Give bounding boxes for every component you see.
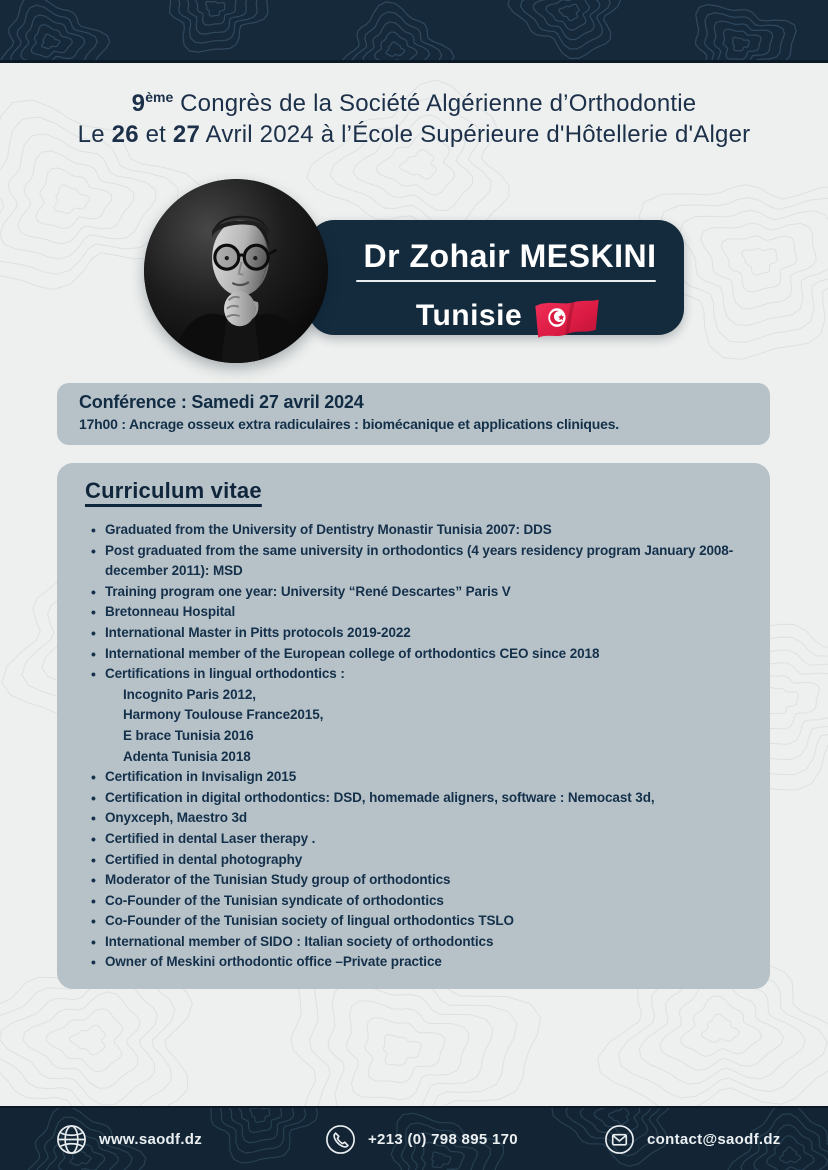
cv-item-text: Certified in dental photography	[105, 851, 303, 867]
cv-item	[105, 808, 744, 829]
top-decor-band	[0, 0, 828, 63]
footer-bar	[0, 1106, 828, 1170]
conference-panel	[57, 383, 770, 445]
cv-subitem-text: Incognito Paris 2012,	[123, 686, 256, 702]
conference-detail: 17h00 : Ancrage osseux extra radiculaires : biomécanique et applications cliniques.	[79, 416, 619, 432]
cv-item	[105, 891, 744, 912]
footer-email-text: contact@saodf.dz	[647, 1130, 781, 1148]
topographic-pattern-icon	[0, 0, 828, 60]
subtitle-text: Avril 2024 à l’École Supérieure d'Hôtellerie d'Alger	[200, 121, 751, 148]
cv-item-text: Graduated from the University of Dentistry Monastir Tunisia 2007: DDS	[105, 522, 552, 537]
mail-icon	[603, 1123, 636, 1156]
cv-item	[105, 582, 744, 603]
cv-item	[105, 932, 744, 953]
cv-item-text: Post graduated from the same university in orthodontics (4 years residency program January 2008-december 2011): MSD	[105, 542, 734, 579]
cv-item-text: Certified in dental Laser therapy .	[105, 830, 316, 846]
phone-icon	[324, 1123, 357, 1156]
cv-item	[105, 850, 744, 871]
cv-item-text: Owner of Meskini orthodontic office –Private practice	[105, 954, 442, 970]
speaker-country: Tunisie	[415, 299, 523, 332]
speaker-name: Dr Zohair MESKINI	[363, 238, 657, 274]
cv-panel	[57, 463, 770, 989]
cv-item-text: Certification in digital orthodontics: DSD, homemade aligners, software : Nemocast 3d,	[105, 789, 655, 805]
globe-icon	[55, 1123, 88, 1156]
date-27: 27	[172, 121, 201, 148]
speaker-name-card	[308, 220, 684, 335]
cv-item	[105, 644, 744, 665]
cv-item-text: Bretonneau Hospital	[105, 604, 236, 620]
cv-subitem-text: Adenta Tunisia 2018	[123, 748, 251, 764]
subtitle-text: et	[138, 121, 173, 148]
cv-item-text: International member of SIDO : Italian society of orthodontics	[105, 933, 494, 949]
cv-item	[105, 870, 744, 891]
footer-email[interactable]	[603, 1108, 781, 1170]
footer-phone[interactable]	[324, 1108, 518, 1170]
congress-number-suffix: ème	[145, 89, 174, 105]
congress-title-block	[0, 82, 828, 150]
cv-item	[105, 664, 744, 767]
name-divider	[356, 280, 656, 282]
cv-subitem-text: E brace Tunisia 2016	[123, 727, 254, 743]
cv-item	[105, 520, 744, 541]
footer-website[interactable]	[55, 1108, 202, 1170]
cv-item-text: Certifications in lingual orthodontics :	[105, 666, 345, 682]
cv-item-text: Certification in Invisalign 2015	[105, 769, 297, 785]
cv-item	[105, 911, 744, 932]
cv-item	[105, 602, 744, 623]
tunisia-flag-icon	[530, 296, 604, 342]
cv-item	[105, 541, 744, 582]
cv-item	[105, 829, 744, 850]
speaker-country-row	[352, 290, 668, 342]
speaker-photo	[144, 179, 328, 363]
footer-phone-text: +213 (0) 798 895 170	[368, 1130, 518, 1148]
cv-item-text: Co-Founder of the Tunisian syndicate of orthodontics	[105, 892, 444, 908]
cv-subitem-text: Harmony Toulouse France2015,	[123, 707, 324, 723]
cv-item	[105, 767, 744, 788]
cv-item-text: Onyxceph, Maestro 3d	[105, 810, 248, 826]
cv-heading: Curriculum vitae	[85, 478, 262, 503]
congress-title-text: Congrès de la Société Algérienne d’Orthodontie	[173, 90, 697, 117]
subtitle-text: Le	[77, 121, 112, 148]
cv-item-text: Training program one year: University “René Descartes” Paris V	[105, 583, 511, 599]
cv-item-text: Co-Founder of the Tunisian society of lingual orthodontics TSLO	[105, 913, 514, 929]
cv-list	[83, 520, 744, 973]
footer-website-text: www.saodf.dz	[99, 1130, 203, 1148]
cv-item-text: International Master in Pitts protocols 2019-2022	[105, 624, 411, 640]
congress-title-line1	[0, 82, 828, 119]
conference-title: Conférence : Samedi 27 avril 2024	[79, 392, 364, 412]
cv-item-text: International member of the European college of orthodontics CEO since 2018	[105, 645, 600, 661]
cv-item	[105, 788, 744, 809]
cv-item	[105, 952, 744, 973]
cv-item-text: Moderator of the Tunisian Study group of orthodontics	[105, 872, 451, 888]
portrait-illustration	[144, 179, 328, 363]
date-26: 26	[111, 121, 139, 148]
congress-title-line2	[0, 119, 828, 150]
cv-item	[105, 623, 744, 644]
congress-number: 9	[131, 90, 146, 117]
